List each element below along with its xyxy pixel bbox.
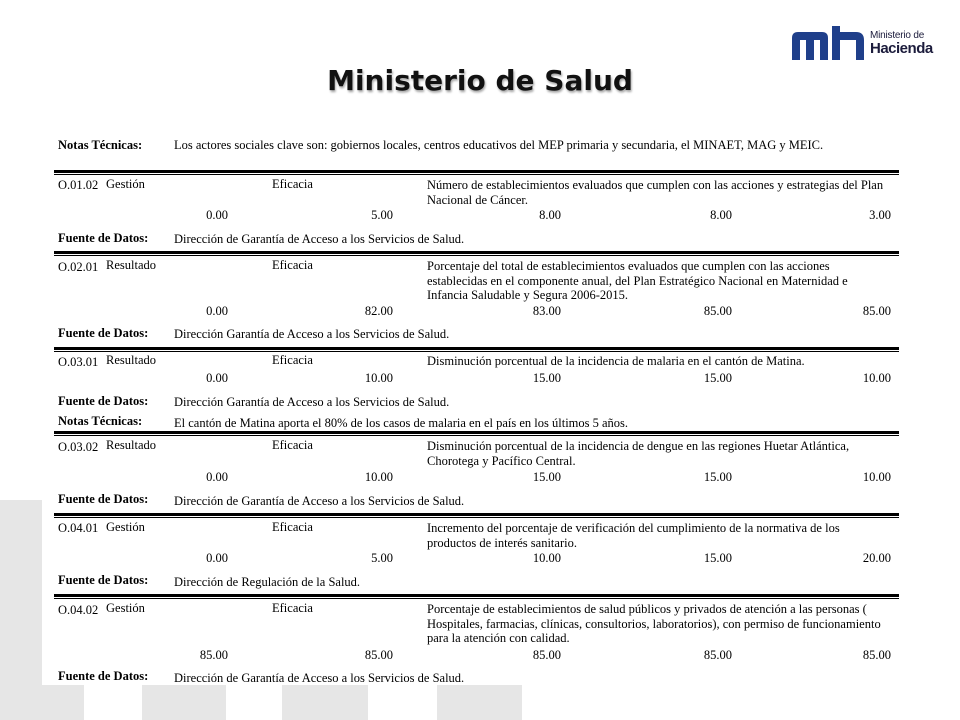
record-dimension: Eficacia <box>272 258 313 272</box>
record-value: 83.00 <box>532 304 561 318</box>
record-notes: El cantón de Matina aporta el 80% de los casos de malaria en el país en los últimos 5 años. <box>174 416 629 430</box>
record-description: Disminución porcentual de la incidencia de dengue en las regiones Huetar Atlántica, Chorotega y Pacífico Central. <box>427 439 850 468</box>
record-value: 85.00 <box>862 648 891 662</box>
page-title: Ministerio de Salud <box>327 64 633 97</box>
record-description: Porcentaje de establecimientos de salud públicos y privados de atención a las personas ( Hospitales, farmacias, clínicas, consultorios, laboratorios), con permiso de funcionamiento para la atención con calidad. <box>427 602 881 645</box>
record-value: 85.00 <box>703 648 732 662</box>
record-value: 5.00 <box>371 208 393 222</box>
record-dimension: Eficacia <box>272 353 313 367</box>
ministerio-hacienda-logo <box>792 22 942 64</box>
record-value: 85.00 <box>199 648 228 662</box>
record-source: Dirección de Garantía de Acceso a los Servicios de Salud. <box>174 671 465 685</box>
record-description: Número de establecimientos evaluados que cumplen con las acciones y estrategias del Plan Nacional de Cáncer. <box>427 178 884 207</box>
record-source: Dirección de Garantía de Acceso a los Servicios de Salud. <box>174 494 465 508</box>
logo-text-line2: Hacienda <box>870 40 933 57</box>
record-separator <box>54 170 899 173</box>
record-separator <box>54 347 899 350</box>
intro-notes-text: Los actores sociales clave son: gobiernos locales, centros educativos del MEP primaria y secundaria, el MINAET, MAG y MEIC. <box>174 138 824 152</box>
record-separator <box>54 251 899 254</box>
record-value: 15.00 <box>532 470 561 484</box>
record-type: Gestión <box>106 601 145 615</box>
record-description: Porcentaje del total de establecimientos evaluados que cumplen con las acciones establecidas en el componente anual, del Plan Estratégico Nacional en Maternidad e Infancia Saludable y Segura 2006-2015. <box>427 259 848 302</box>
record-value: 10.00 <box>532 551 561 565</box>
record-source: Dirección Garantía de Acceso a los Servicios de Salud. <box>174 327 450 341</box>
record-separator <box>54 431 899 434</box>
record-value: 5.00 <box>371 551 393 565</box>
mh-logo-mark-icon <box>792 26 866 60</box>
record-description: Incremento del porcentaje de verificación del cumplimiento de la normativa de los productos de interés sanitario. <box>427 521 840 550</box>
record-value: 10.00 <box>364 470 393 484</box>
record-source-label: Fuente de Datos: <box>58 669 149 683</box>
record-value: 15.00 <box>703 371 732 385</box>
intro-notes-label: Notas Técnicas: <box>58 138 143 152</box>
background-block-bottom-2 <box>142 685 226 720</box>
record-value: 20.00 <box>862 551 891 565</box>
record-type: Resultado <box>106 258 156 272</box>
record-dimension: Eficacia <box>272 177 313 191</box>
record-type: Resultado <box>106 353 156 367</box>
record-source: Dirección de Garantía de Acceso a los Servicios de Salud. <box>174 232 465 246</box>
background-block-bottom-1 <box>42 685 84 720</box>
record-source: Dirección de Regulación de la Salud. <box>174 575 361 589</box>
record-code: O.04.02 <box>58 603 99 617</box>
record-source-label: Fuente de Datos: <box>58 573 149 587</box>
record-dimension: Eficacia <box>272 520 313 534</box>
record-value: 85.00 <box>532 648 561 662</box>
record-separator <box>54 594 899 597</box>
logo-text-line1: Ministerio de <box>870 30 925 41</box>
record-value: 10.00 <box>862 371 891 385</box>
record-value: 85.00 <box>364 648 393 662</box>
record-value: 0.00 <box>206 304 228 318</box>
record-dimension: Eficacia <box>272 601 313 615</box>
background-block-bottom-3 <box>282 685 368 720</box>
record-code: O.02.01 <box>58 260 99 274</box>
record-value: 0.00 <box>206 470 228 484</box>
background-block-left <box>0 500 42 720</box>
background-block-bottom-4 <box>437 685 522 720</box>
record-value: 15.00 <box>703 470 732 484</box>
record-value: 10.00 <box>364 371 393 385</box>
record-value: 85.00 <box>862 304 891 318</box>
record-value: 85.00 <box>703 304 732 318</box>
record-code: O.04.01 <box>58 521 99 535</box>
record-notes-label: Notas Técnicas: <box>58 414 143 428</box>
record-value: 10.00 <box>862 470 891 484</box>
record-value: 8.00 <box>539 208 561 222</box>
record-value: 3.00 <box>869 208 891 222</box>
record-value: 82.00 <box>364 304 393 318</box>
record-value: 8.00 <box>710 208 732 222</box>
indicators-document <box>42 124 899 685</box>
record-value: 0.00 <box>206 208 228 222</box>
record-value: 15.00 <box>532 371 561 385</box>
record-type: Resultado <box>106 438 156 452</box>
record-code: O.03.02 <box>58 440 99 454</box>
record-type: Gestión <box>106 520 145 534</box>
record-value: 0.00 <box>206 551 228 565</box>
record-type: Gestión <box>106 177 145 191</box>
record-separator <box>54 513 899 516</box>
record-source-label: Fuente de Datos: <box>58 326 149 340</box>
record-dimension: Eficacia <box>272 438 313 452</box>
record-source-label: Fuente de Datos: <box>58 394 149 408</box>
record-source-label: Fuente de Datos: <box>58 492 149 506</box>
record-value: 0.00 <box>206 371 228 385</box>
record-description: Disminución porcentual de la incidencia de malaria en el cantón de Matina. <box>427 354 805 368</box>
record-code: O.03.01 <box>58 355 99 369</box>
record-value: 15.00 <box>703 551 732 565</box>
record-source-label: Fuente de Datos: <box>58 231 149 245</box>
record-source: Dirección Garantía de Acceso a los Servicios de Salud. <box>174 395 450 409</box>
record-code: O.01.02 <box>58 178 99 192</box>
